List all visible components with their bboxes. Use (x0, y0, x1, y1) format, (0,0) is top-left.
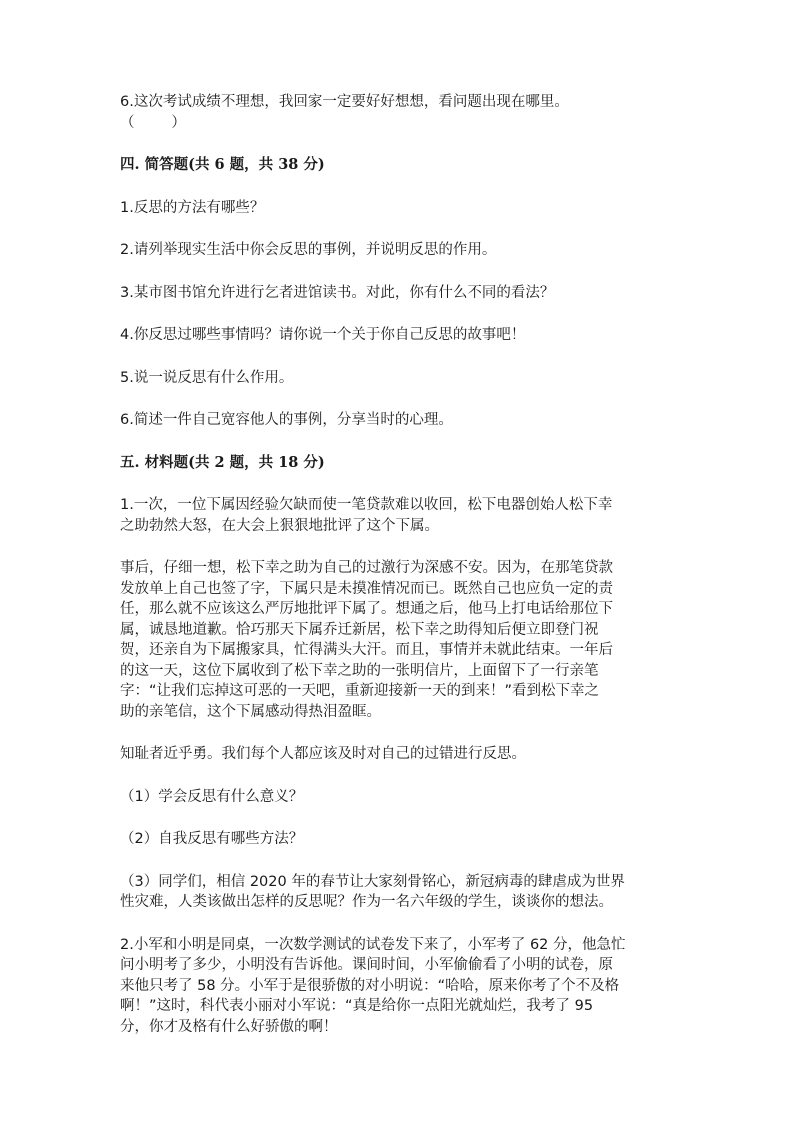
short-answer-q4: 4.你反思过哪些事情吗？请你说一个关于你自己反思的故事吧！ (120, 327, 526, 343)
text-line: 分，你才及格有什么好骄傲的啊！ (120, 1018, 338, 1035)
material-1-intro (120, 495, 680, 536)
short-answer-q3: 3.某市图书馆允许进行乞者进馆读书。对此，你有什么不同的看法？ (120, 284, 555, 301)
judgment-item-6 (120, 92, 680, 133)
text-line: 2.小军和小明是同桌，一次数学测试的试卷发下来了，小军考了 62 分，他急忙 (120, 936, 626, 953)
judgment-item-6-text: 6.这次考试成绩不理想，我回家一定要好好想想，看问题出现在哪里。 (120, 94, 569, 110)
material-1-question-3 (120, 872, 680, 913)
text-line: 任，那么就不应该这么严厉地批评下属了。想通之后，他马上打电话给那位下 (120, 601, 613, 617)
answer-blank: （ ） (120, 114, 186, 131)
material-2 (120, 935, 680, 1038)
text-line: 的这一天，这位下属收到了松下幸之助的一张明信片，上面留下了一行亲笔 (120, 662, 599, 679)
text-line: 属，诚恳地道歉。恰巧那天下属乔迁新居，松下幸之助得知后便立即登门祝 (120, 621, 599, 638)
material-1-question-2: （2）自我反思有哪些方法？ (120, 831, 304, 847)
text-line: 之助勃然大怒，在大会上狠狠地批评了这个下属。 (120, 517, 439, 534)
section-5-heading: 五. 材料题(共 2 题，共 18 分) (120, 453, 325, 471)
text-line: 事后，仔细一想，松下幸之助为自己的过激行为深感不安。因为，在那笔贷款 (120, 560, 613, 576)
material-1-question-1: （1）学会反思有什么意义？ (120, 788, 304, 805)
text-line: 啊！”这时，科代表小丽对小军说：“真是给你一点阳光就灿烂，我考了 95 (120, 998, 594, 1014)
exam-page (120, 92, 680, 1037)
text-line: 来他只考了 58 分。小军于是很骄傲的对小明说：“哈哈，原来你考了个不及格 (120, 977, 620, 994)
short-answer-q1: 1.反思的方法有哪些？ (120, 199, 265, 216)
material-1-conclusion: 知耻者近乎勇。我们每个人都应该及时对自己的过错进行反思。 (120, 746, 526, 762)
text-line: （3）同学们，相信 2020 年的春节让大家刻骨铭心，新冠病毒的肆虐成为世界 (120, 873, 625, 890)
section-4-heading: 四. 简答题(共 6 题，共 38 分) (120, 156, 325, 173)
short-answer-q5: 5.说一说反思有什么作用。 (120, 369, 294, 386)
short-answer-q6: 6.简述一件自己宽容他人的事例，分享当时的心理。 (120, 412, 453, 428)
text-line: 1.一次，一位下属因经验欠缺而使一笔贷款难以收回，松下电器创始人松下幸 (120, 497, 613, 513)
text-line: 性灾难，人类该做出怎样的反思呢？作为一名六年级的学生，谈谈你的想法。 (120, 894, 613, 910)
text-line: 助的亲笔信，这个下属感动得热泪盈眶。 (120, 703, 381, 720)
text-line: 字：“让我们忘掉这可恶的一天吧，重新迎接新一天的到来！”看到松下幸之 (120, 683, 600, 699)
material-1-story (120, 558, 680, 722)
text-line: 问小明考了多少，小明没有告诉他。课间时间，小军偷偷看了小明的试卷，原 (120, 957, 613, 973)
text-line: 发放单上自己也签了字，下属只是未摸准情况而已。既然自己也应负一定的责 (120, 580, 613, 597)
text-line: 贺，还亲自为下属搬家具，忙得满头大汗。而且，事情并未就此结束。一年后 (120, 642, 613, 658)
short-answer-q2: 2.请列举现实生活中你会反思的事例，并说明反思的作用。 (120, 242, 497, 258)
